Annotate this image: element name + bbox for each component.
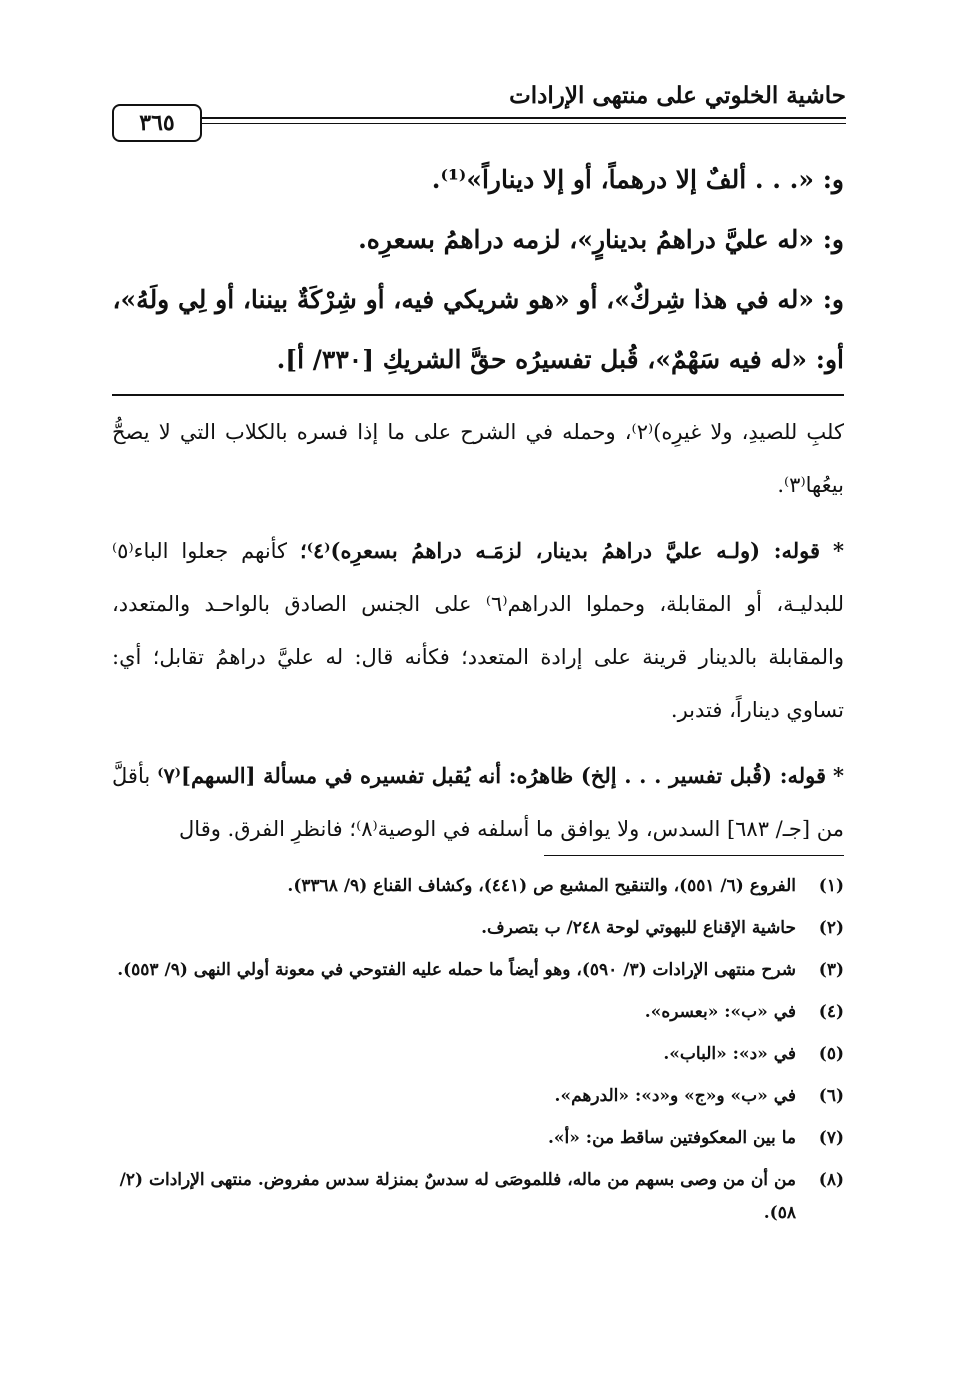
footnote-item (112, 870, 844, 903)
running-header-title: حاشية الخلوتي على منتهى الإرادات (509, 82, 846, 109)
footnote-text: حاشية الإقناع للبهوتي لوحة ٢٤٨/ ب بتصرف. (481, 918, 796, 938)
header-rule (200, 117, 846, 124)
footnote-number: (٧) (818, 1128, 844, 1148)
page-number-badge: ٣٦٥ (112, 104, 202, 142)
footnote-item (112, 996, 844, 1029)
main-text-line: و: «له عليَّ دراهمُ بدينارٍ»، لزمه دراهمُ بسعرِه. (358, 225, 844, 254)
footnote-text: في «ب» و«ج» و«د»: «الدرهم». (554, 1086, 796, 1106)
commentary-quote: قوله: (ولـه عليَّ دراهمُ بدينار، لزمَـه دراهمُ بسعرِه)⁽٤⁾؛ (300, 538, 821, 563)
commentary-text: كأنهم جعلوا الباء⁽٥⁾ للبدليـة، أو المقابلة، وحملوا الدراهم⁽٦⁾ على الجنس الصادق بالواحـد والمتعدد، والمقابلة بالدينار قرينة على إرادة المتعدد؛ فكأنه قال: له عليَّ دراهمُ تقابل؛ أي: تساوي ديناراً، فتدبر. (112, 539, 844, 722)
footnote-number: (١) (818, 876, 844, 896)
footnote-number: (٨) (818, 1170, 844, 1190)
commentary-quote: قوله: (قُبل تفسير . . . إلخ) ظاهرُه: أنه يُقبل تفسيره في مسألة [السهم]⁽٧⁾ (157, 763, 826, 788)
footnote-item (112, 912, 844, 945)
footnote-text: في «د»: «الباب». (663, 1044, 796, 1064)
footnote-number: (٤) (818, 1002, 844, 1022)
commentary-separator (112, 394, 844, 396)
footnote-number: (٦) (818, 1086, 844, 1106)
footnote-text: من أن من وصى بسهم من ماله، فللموصَى له سدسٌ بمنزلة سدس مفروض. منتهى الإرادات (٢/ ٥٨). (119, 1170, 796, 1223)
footnote-text: في «ب»: «بعسره». (644, 1002, 796, 1022)
footnote-item (112, 1122, 844, 1155)
footnote-text: الفروع (٦/ ٥٥١)، والتنقيح المشبع ص (٤٤١)، وكشاف القناع (٩/ ٣٣٦٨). (287, 876, 796, 896)
main-text-line: و: «. . . ألفٌ إلا درهماً، أو إلا ديناراً»⁽¹⁾. (431, 165, 844, 194)
commentary-text: بأقلَّ من [جـ/ ٦٨٣] السدس، ولا يوافق ما أسلفه في الوصية⁽٨⁾؛ فانظرِ الفرق. وقال (112, 764, 844, 841)
main-text-block (112, 150, 844, 390)
footnote-text: شرح منتهى الإرادات (٣/ ٥٩٠)، وهو أيضاً ما حمله عليه الفتوحي في معونة أولي النهى (٩/ ٥٥٣). (117, 960, 796, 980)
footnote-number: (٣) (818, 960, 844, 980)
commentary-paragraph (112, 524, 844, 737)
footnote-item (112, 1164, 844, 1230)
commentary-block (112, 406, 844, 868)
footnote-item (112, 1080, 844, 1113)
footnotes-block (112, 870, 844, 1239)
footnote-number: (٥) (818, 1044, 844, 1064)
main-text-line: و: «له في هذا شِركٌ»، أو «هو شريكي فيه، أو شِرْكَةٌ بيننا، أو لِي ولَهُ»، أو: «له فيه سَهْمٌ»، قُبل تفسيرُه حقَّ الشريكِ [٣٣٠/ أ]. (112, 285, 844, 374)
paragraph-marker: * (833, 538, 844, 563)
commentary-paragraph: كلبِ للصيدِ، ولا غيرِه)⁽٢⁾، وحمله في الشرح على ما إذا فسره بالكلاب التي لا يصحُّ بيعُها⁽٣⁾. (112, 420, 844, 497)
footnote-text: ما بين المعكوفتين ساقط من: «أ». (547, 1128, 796, 1148)
footnote-number: (٢) (818, 918, 844, 938)
footnote-separator (544, 855, 844, 856)
paragraph-marker: * (833, 763, 844, 788)
commentary-paragraph (112, 749, 844, 856)
footnote-item (112, 1038, 844, 1071)
footnote-item (112, 954, 844, 987)
